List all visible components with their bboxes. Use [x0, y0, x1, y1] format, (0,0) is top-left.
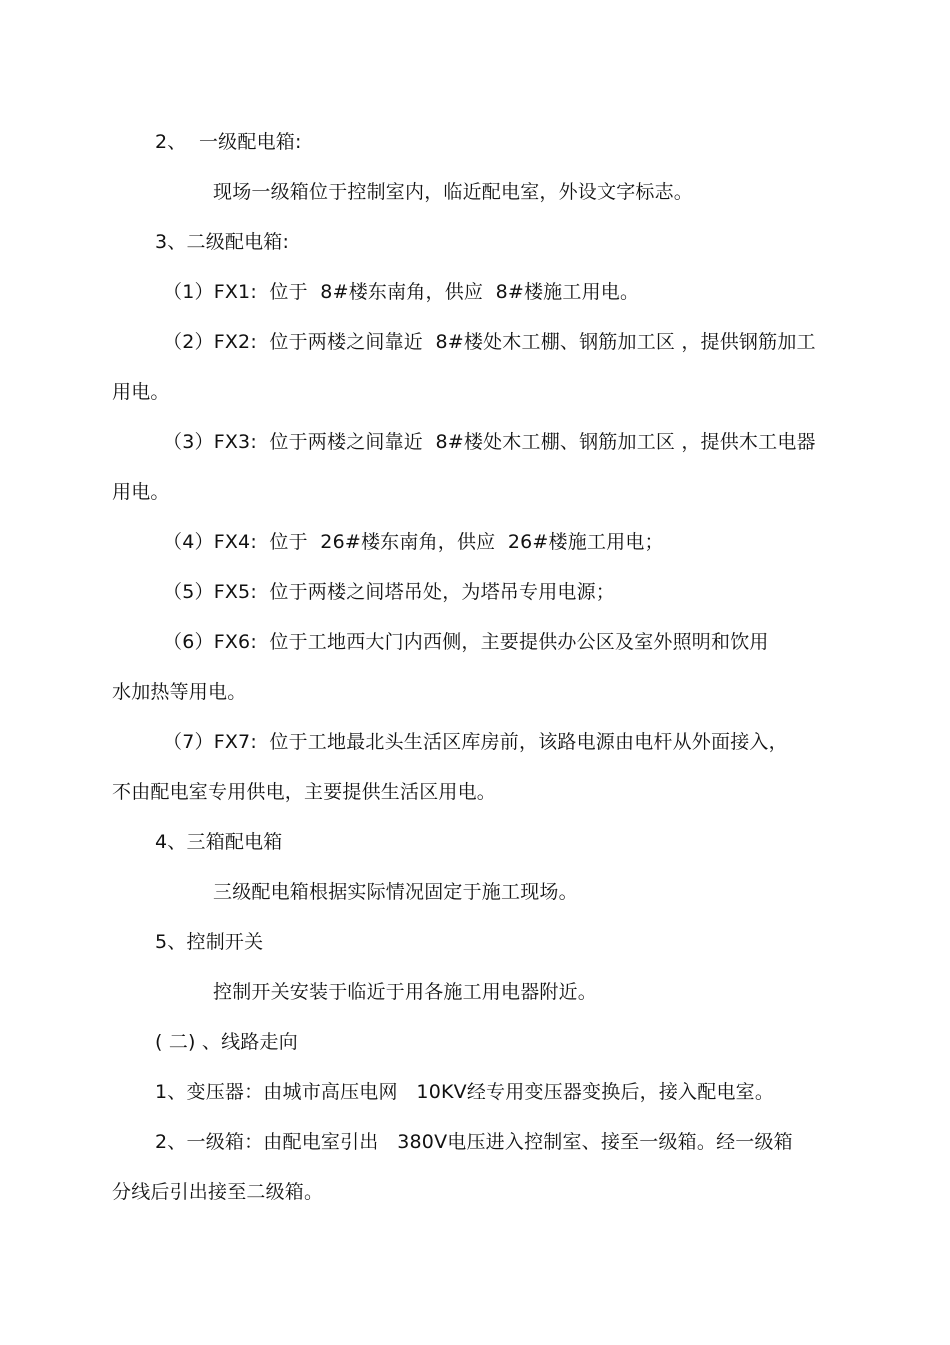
item-fx7: （7）FX7: 位于工地最北头生活区库房前，该路电源由电杆从外面接入， [163, 731, 788, 753]
heading-control-switch: 5、控制开关 [155, 931, 264, 953]
routing-level1-box-continued: 分线后引出接至二级箱。 [112, 1181, 324, 1203]
paragraph-control-switch: 控制开关安装于临近于用各施工用电器附近。 [213, 981, 598, 1003]
item-fx6-continued: 水加热等用电。 [112, 681, 247, 703]
item-fx2-continued: 用电。 [112, 381, 170, 403]
item-fx4: （4）FX4: 位于 26#楼东南角，供应 26#楼施工用电； [163, 531, 664, 553]
routing-transformer: 1、变压器：由城市高压电网 10KV经专用变压器变换后，接入配电室。 [155, 1081, 775, 1103]
paragraph-level3-box: 三级配电箱根据实际情况固定于施工现场。 [213, 881, 578, 903]
routing-level1-box: 2、一级箱：由配电室引出 380V电压进入控制室、接至一级箱。经一级箱 [155, 1131, 793, 1153]
section-heading-routing: ( 二) 、线路走向 [155, 1031, 298, 1053]
item-fx5: （5）FX5: 位于两楼之间塔吊处，为塔吊专用电源； [163, 581, 616, 603]
item-fx7-continued: 不由配电室专用供电，主要提供生活区用电。 [112, 781, 497, 803]
paragraph-level1-box: 现场一级箱位于控制室内，临近配电室，外设文字标志。 [213, 181, 694, 203]
heading-level1-box: 2、 一级配电箱: [155, 131, 302, 153]
heading-level3-box: 4、三箱配电箱 [155, 831, 283, 853]
item-fx3: （3）FX3: 位于两楼之间靠近 8#楼处木工棚、钢筋加工区 ，提供木工电器 [163, 431, 816, 453]
heading-level2-box: 3、二级配电箱: [155, 231, 290, 253]
item-fx1: （1）FX1: 位于 8#楼东南角，供应 8#楼施工用电。 [163, 281, 640, 303]
item-fx3-continued: 用电。 [112, 481, 170, 503]
item-fx2: （2）FX2: 位于两楼之间靠近 8#楼处木工棚、钢筋加工区 ，提供钢筋加工 [163, 331, 816, 353]
item-fx6: （6）FX6: 位于工地西大门内西侧，主要提供办公区及室外照明和饮用 [163, 631, 769, 653]
